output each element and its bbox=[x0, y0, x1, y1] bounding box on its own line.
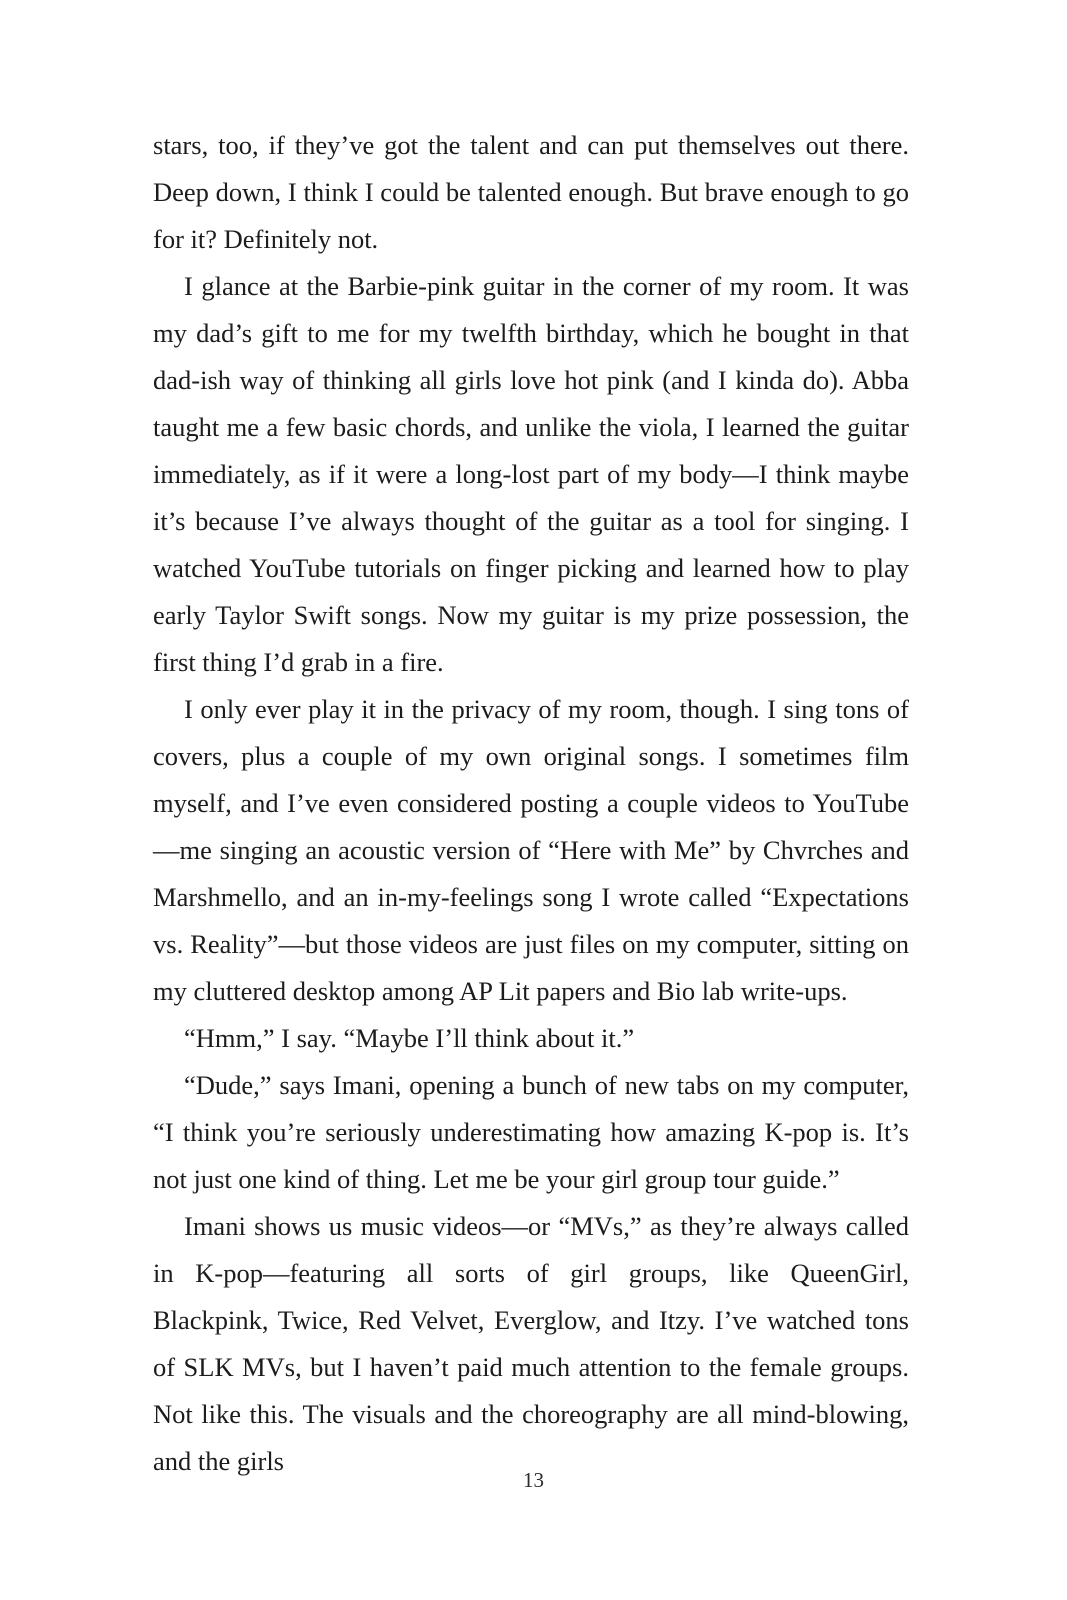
page-number: 13 bbox=[523, 1468, 544, 1492]
body-text bbox=[153, 122, 909, 1485]
paragraph-1: stars, too, if they’ve got the talent and can put themselves out there. Deep down, I think I could be talented enough. But brave enough to go for it? Definitely not. bbox=[153, 130, 909, 254]
paragraph-2: I glance at the Barbie-pink guitar in the corner of my room. It was my dad’s gift to me for my twelfth birthday, which he bought in that dad-ish way of thinking all girls love hot pink (and I kinda do). Abba taught me a few basic chords, and unlike the viola, I learned the guitar immediately, as if it were a long-lost part of my body—I think maybe it’s because I’ve always thought of the guitar as a tool for singing. I watched YouTube tutorials on finger picking and learned how to play early Taylor Swift songs. Now my guitar is my prize possession, the first thing I’d grab in a fire. bbox=[153, 271, 909, 677]
paragraph-5: “Dude,” says Imani, opening a bunch of new tabs on my computer, “I think you’re seriously underestimating how amazing K-pop is. It’s not just one kind of thing. Let me be your girl group tour guide.” bbox=[153, 1070, 909, 1194]
paragraph-4: “Hmm,” I say. “Maybe I’ll think about it.” bbox=[184, 1023, 635, 1053]
paragraph-6: Imani shows us music videos—or “MVs,” as they’re always called in K-pop—featuring all sorts of girl groups, like QueenGirl, Blackpink, Twice, Red Velvet, Everglow, and Itzy. I’ve watched tons of SLK MVs, but I haven’t paid much attention to the female groups. Not like this. The visuals and the choreography are all mind-blowing, and the girls bbox=[153, 1211, 909, 1476]
paragraph-3: I only ever play it in the privacy of my room, though. I sing tons of covers, plus a couple of my own original songs. I sometimes film myself, and I’ve even considered posting a couple videos to YouTube—me singing an acoustic version of “Here with Me” by Chvrches and Marshmello, and an in-my-feelings song I wrote called “Expectations vs. Reality”—but those videos are just files on my computer, sitting on my cluttered desktop among AP Lit papers and Bio lab write-ups. bbox=[153, 694, 909, 1006]
